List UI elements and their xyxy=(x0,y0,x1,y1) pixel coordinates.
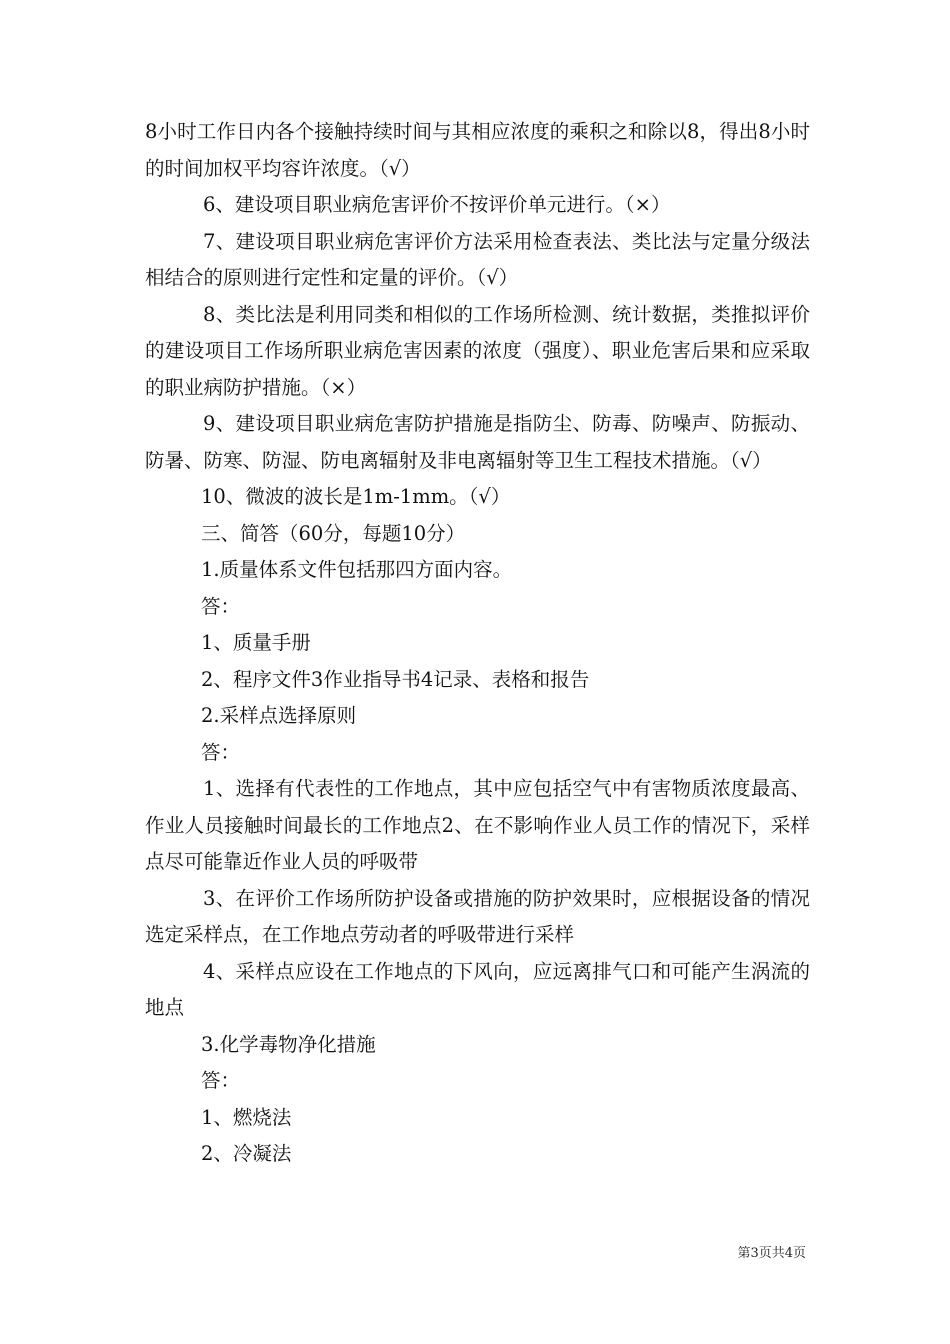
answer-3-point-2: 2、冷凝法 xyxy=(201,1142,292,1165)
answer-2-point-4: 4、采样点应设在工作地点的下风向，应远离排气口和可能产生涡流的地点 xyxy=(145,959,810,1019)
question-2: 2.采样点选择原则 xyxy=(201,704,357,727)
paragraph-item-9: 9、建设项目职业病危害防护措施是指防尘、防毒、防噪声、防振动、防暑、防寒、防湿、防电离辐射及非电离辐射等卫生工程技术措施。（√） xyxy=(145,412,810,472)
answer-1-point-1: 1、质量手册 xyxy=(201,631,311,654)
answer-label-2: 答： xyxy=(201,740,241,764)
paragraph-item-10: 10、微波的波长是1m-1mm。（√） xyxy=(201,485,511,508)
paragraph-item-8: 8、类比法是利用同类和相似的工作场所检测、统计数据，类推拟评价的建设项目工作场所职业病危害因素的浓度（强度）、职业危害后果和应采取的职业病防护措施。（×） xyxy=(145,302,810,399)
paragraph-formula-continuation: 8小时工作日内各个接触持续时间与其相应浓度的乘积之和除以8，得出8小时的时间加权平均容许浓度。（√） xyxy=(145,120,810,180)
paragraph-item-6: 6、建设项目职业病危害评价不按评价单元进行。（×） xyxy=(203,193,671,216)
document-body xyxy=(145,114,810,1173)
question-3: 3.化学毒物净化措施 xyxy=(201,1032,376,1056)
answer-2-point-1: 1、选择有代表性的工作地点，其中应包括空气中有害物质浓度最高、作业人员接触时间最长的工作地点2、在不影响作业人员工作的情况下，采样点尽可能靠近作业人员的呼吸带 xyxy=(145,777,810,873)
paragraph-item-7: 7、建设项目职业病危害评价方法采用检查表法、类比法与定量分级法相结合的原则进行定性和定量的评价。（√） xyxy=(145,229,810,289)
answer-3-point-1: 1、燃烧法 xyxy=(201,1105,292,1129)
page-footer-number: 第3页共4页 xyxy=(737,1246,806,1261)
question-1: 1.质量体系文件包括那四方面内容。 xyxy=(201,558,513,581)
answer-label-3: 答： xyxy=(201,1069,241,1092)
section-heading-short-answer: 三、简答（60分，每题10分） xyxy=(201,521,466,545)
answer-2-point-3: 3、在评价工作场所防护设备或措施的防护效果时，应根据设备的情况选定采样点，在工作地点劳动者的呼吸带进行采样 xyxy=(145,886,810,946)
answer-label-1: 答： xyxy=(201,594,241,618)
answer-1-point-2: 2、程序文件3作业指导书4记录、表格和报告 xyxy=(201,667,590,691)
